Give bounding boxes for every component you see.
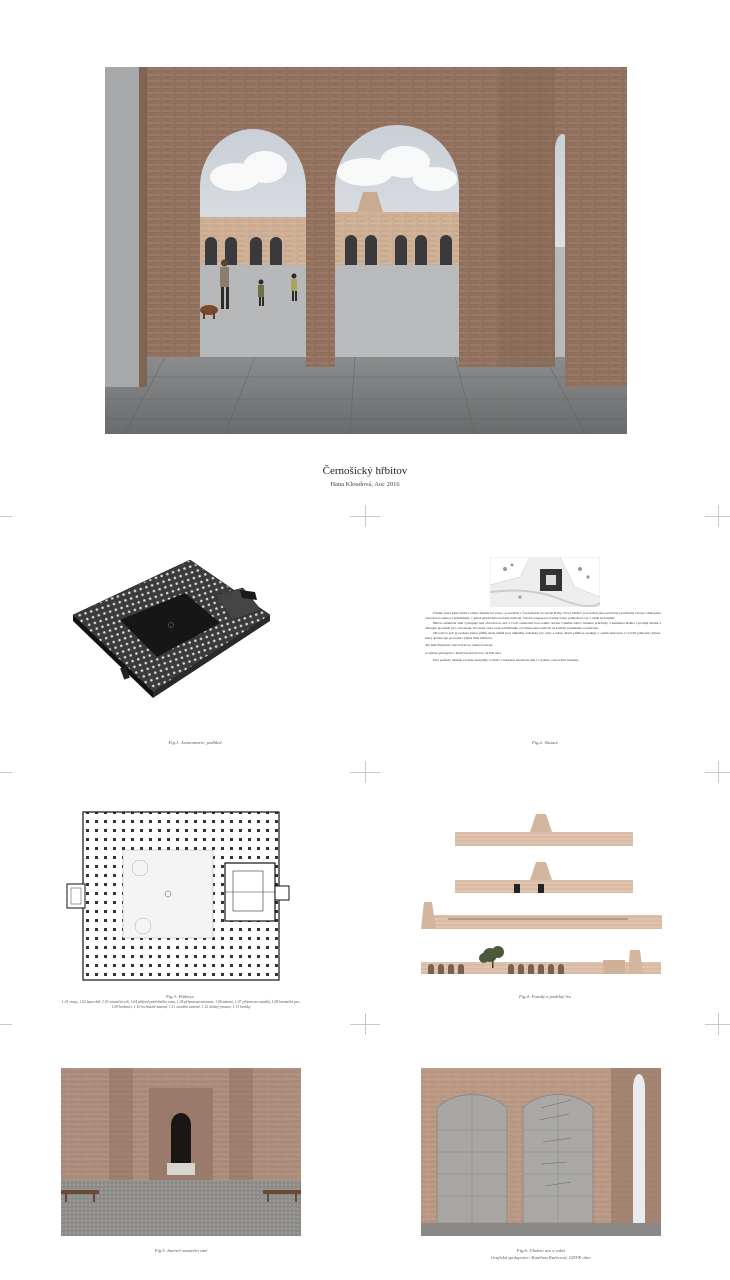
fig4-caption: Fig.4: Fasády a podélný řez (519, 994, 571, 999)
crop-mark (718, 505, 719, 527)
fig3-floor-plan (65, 808, 295, 984)
author-line: Hana Kloudová, Aoc 2016 (330, 481, 400, 488)
crop-mark (718, 1013, 719, 1035)
crop-mark (365, 505, 366, 527)
text-paragraph: Obvodová zeď je tvořena řadou pilířů, mezi nimiž jsou umístěny schránky pro urny a rakve. Rastr pilířů se opakuje v celém půdorysu a vytváří jednotný rytmus, který sjednocuje provozní i pietní části hřbitova. (425, 631, 661, 640)
text-paragraph: Hmota smuteční síně vystupuje nad obvodovou zeď a tvoří orientační bod celého areálu. Cihelné zdivo, klenuté průchody a kamenná dlažba vytvářejí klidné a důstojné prostředí pro rozloučení. Procesní cesta vede návštěvníka od vstupu přes nádvoří až k místu posledního rozloučení. (425, 621, 661, 630)
page-title: Černošický hřbitov (322, 465, 408, 477)
text-paragraph: Území, které jsme řešili v rámci diplomové práce, se nachází v Černošicích na okraji Prahy. Nový hřbitov je navržen jako uzavřený pravidelný čtverec obklopený obvodovou stěnou s kolumbárii, v jehož středu leží otevřené nádvoří. Stavba reaguje na svažitý terén, pohledové osy a vztah ke krajině. (425, 611, 661, 620)
text-credit: Grafická spolupráce: Kateřina Kučerová, GDVK obec (425, 650, 502, 655)
text-quote: Jak bílá lilijekvete, která byla na rozkvetu tak já. (425, 643, 494, 647)
crop-mark (365, 761, 366, 783)
crop-mark (0, 516, 12, 517)
crop-mark (365, 1013, 366, 1035)
fig5-interior (61, 1068, 301, 1236)
hero-render (105, 67, 627, 434)
fig2-situation (490, 557, 600, 607)
crop-mark (718, 761, 719, 783)
fig2-text-block (425, 611, 661, 663)
fig6-caption: Fig.6: Uložení urn a rakví (516, 1248, 566, 1253)
floor-plan-drawing (65, 808, 295, 984)
arcade-render-image (105, 67, 627, 434)
fig3-legend: 1.01 vstup, 1.02 kancelář, 1.03 smuteční síň, 1.04 příjezd pohřebního vozu, 1.05 přípravná místnost, 1.06 zázemí, 1.07 přípravna ostatků, 1.08 kremační pec, 1.09 hrobníci, 1.10 technické zázemí, 1.11 sociální zázemí, 1.12 úložný prostor, 1.13 hrobky (61, 1000, 301, 1009)
title-block (0, 465, 730, 488)
fig1-axonometry (65, 560, 325, 710)
text-paragraph: Dva pohledy ukazují zvolené materiály a světlo v interiéru smuteční síně i v galerii s urnovými stěnami. (433, 658, 579, 662)
axonometry-drawing (65, 560, 325, 710)
fig3-caption: Fig.3: Půdorys (166, 994, 194, 999)
crop-mark (0, 1024, 12, 1025)
niche-wall-image (421, 1068, 661, 1236)
site-plan-image (490, 557, 600, 607)
fig6-niches (421, 1068, 661, 1236)
ceremony-hall-image (61, 1068, 301, 1236)
fig5-caption: Fig.5: Interiér smuteční síně (154, 1248, 208, 1253)
fig6-credit: Grafická spolupráce: Kateřina Kučerová, GDVK obec (490, 1255, 592, 1260)
fig2-caption: Fig.2: Situace (531, 740, 559, 745)
crop-mark (0, 772, 12, 773)
facades-drawing (418, 810, 663, 980)
fig1-caption: Fig.1: Axonometrie, podhled (168, 740, 222, 745)
fig4-facades (418, 810, 663, 980)
